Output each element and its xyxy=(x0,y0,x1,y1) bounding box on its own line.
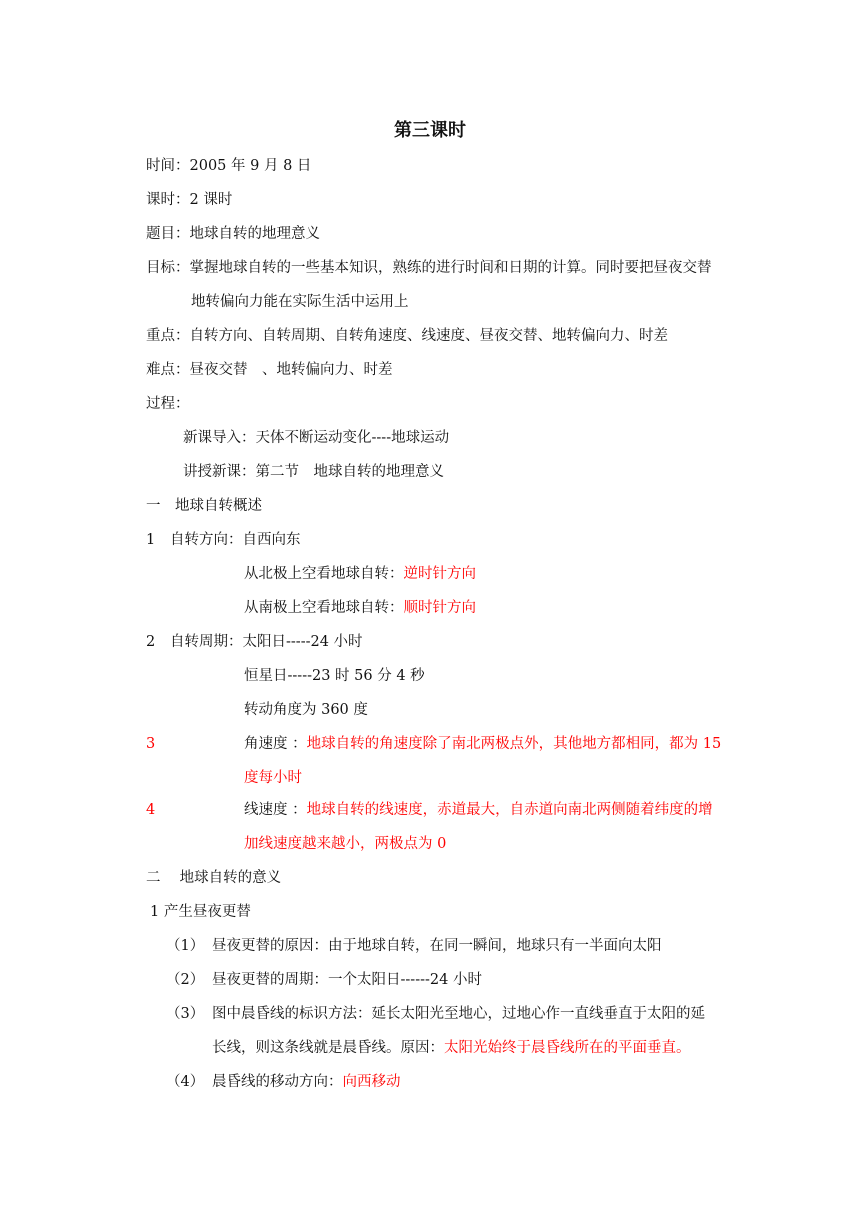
goal-line-2: 地转偏向力能在实际生活中运用上 xyxy=(191,294,409,310)
item-4-text: 晨昏线的移动方向： xyxy=(212,1074,343,1090)
period-number: 2 xyxy=(146,634,156,650)
item-4-number: （4） xyxy=(166,1074,205,1090)
period-line: 自转周期：太阳日-----24 小时 xyxy=(170,634,363,650)
angular-speed-number: 3 xyxy=(146,736,156,752)
item-1-text: 昼夜更替的原因：由于地球自转，在同一瞬间，地球只有一半面向太阳 xyxy=(212,938,662,954)
item-4-red-text: 向西移动 xyxy=(342,1074,401,1090)
item-3-text-2: 长线，则这条线就是晨昏线。原因： xyxy=(212,1040,444,1056)
angular-speed-label: 角速度 ： xyxy=(244,736,307,752)
time-line: 时间：2005 年 9 月 8 日 xyxy=(146,158,312,174)
intro-line: 新课导入：天体不断运动变化----地球运动 xyxy=(183,430,450,446)
page-title: 第三课时 xyxy=(394,120,466,141)
linear-speed-label: 线速度 ： xyxy=(244,802,307,818)
item-2-text: 昼夜更替的周期：一个太阳日------24 小时 xyxy=(212,972,482,988)
south-view-line xyxy=(244,598,476,618)
hours-line: 课时：2 课时 xyxy=(146,192,233,208)
angular-speed-value-2: 度每小时 xyxy=(244,770,302,786)
linear-speed-number: 4 xyxy=(146,802,156,818)
north-view-label: 从北极上空看地球自转： xyxy=(244,566,404,582)
item-3-text-1: 图中晨昏线的标识方法：延长太阳光至地心，过地心作一直线垂直于太阳的延 xyxy=(212,1006,705,1022)
direction-line: 自转方向：自西向东 xyxy=(170,532,301,548)
item-4-line xyxy=(212,1072,401,1092)
key-points-line: 重点：自转方向、自转周期、自转角速度、线速度、昼夜交替、地转偏向力、时差 xyxy=(146,328,668,344)
angle-line: 转动角度为 360 度 xyxy=(244,702,368,718)
north-view-value: 逆时针方向 xyxy=(403,566,476,582)
item-1-number: （1） xyxy=(166,938,205,954)
section-heading-2: 二 地球自转的意义 xyxy=(146,870,282,886)
south-view-value: 顺时针方向 xyxy=(403,600,476,616)
north-view-line xyxy=(244,564,476,584)
process-line: 过程： xyxy=(146,396,190,412)
item-3-red-text: 太阳光始终于晨昏线所在的平面垂直。 xyxy=(444,1040,691,1056)
south-view-label: 从南极上空看地球自转： xyxy=(244,600,404,616)
section-heading-1: 一 地球自转概述 xyxy=(146,498,262,514)
lecture-line: 讲授新课：第二节 地球自转的地理意义 xyxy=(183,464,444,480)
subsection-heading-1: 1 产生昼夜更替 xyxy=(150,904,251,920)
item-3-number: （3） xyxy=(166,1006,205,1022)
direction-number: 1 xyxy=(146,532,156,548)
difficult-line: 难点：昼夜交替 、地转偏向力、时差 xyxy=(146,362,393,378)
angular-speed-line xyxy=(244,734,721,754)
linear-speed-value-1: 地球自转的线速度，赤道最大，自赤道向南北两侧随着纬度的增 xyxy=(306,802,713,818)
linear-speed-value-2: 加线速度越来越小，两极点为 0 xyxy=(244,836,447,852)
linear-speed-line xyxy=(244,800,713,820)
topic-line: 题目：地球自转的地理意义 xyxy=(146,226,320,242)
goal-line-1: 目标：掌握地球自转的一些基本知识，熟练的进行时间和日期的计算。同时要把昼夜交替 xyxy=(146,260,712,276)
sidereal-line: 恒星日-----23 时 56 分 4 秒 xyxy=(244,668,425,684)
item-3-line-2 xyxy=(212,1038,691,1058)
angular-speed-value-1: 地球自转的角速度除了南北两极点外，其他地方都相同，都为 15 xyxy=(306,736,722,752)
item-2-number: （2） xyxy=(166,972,205,988)
